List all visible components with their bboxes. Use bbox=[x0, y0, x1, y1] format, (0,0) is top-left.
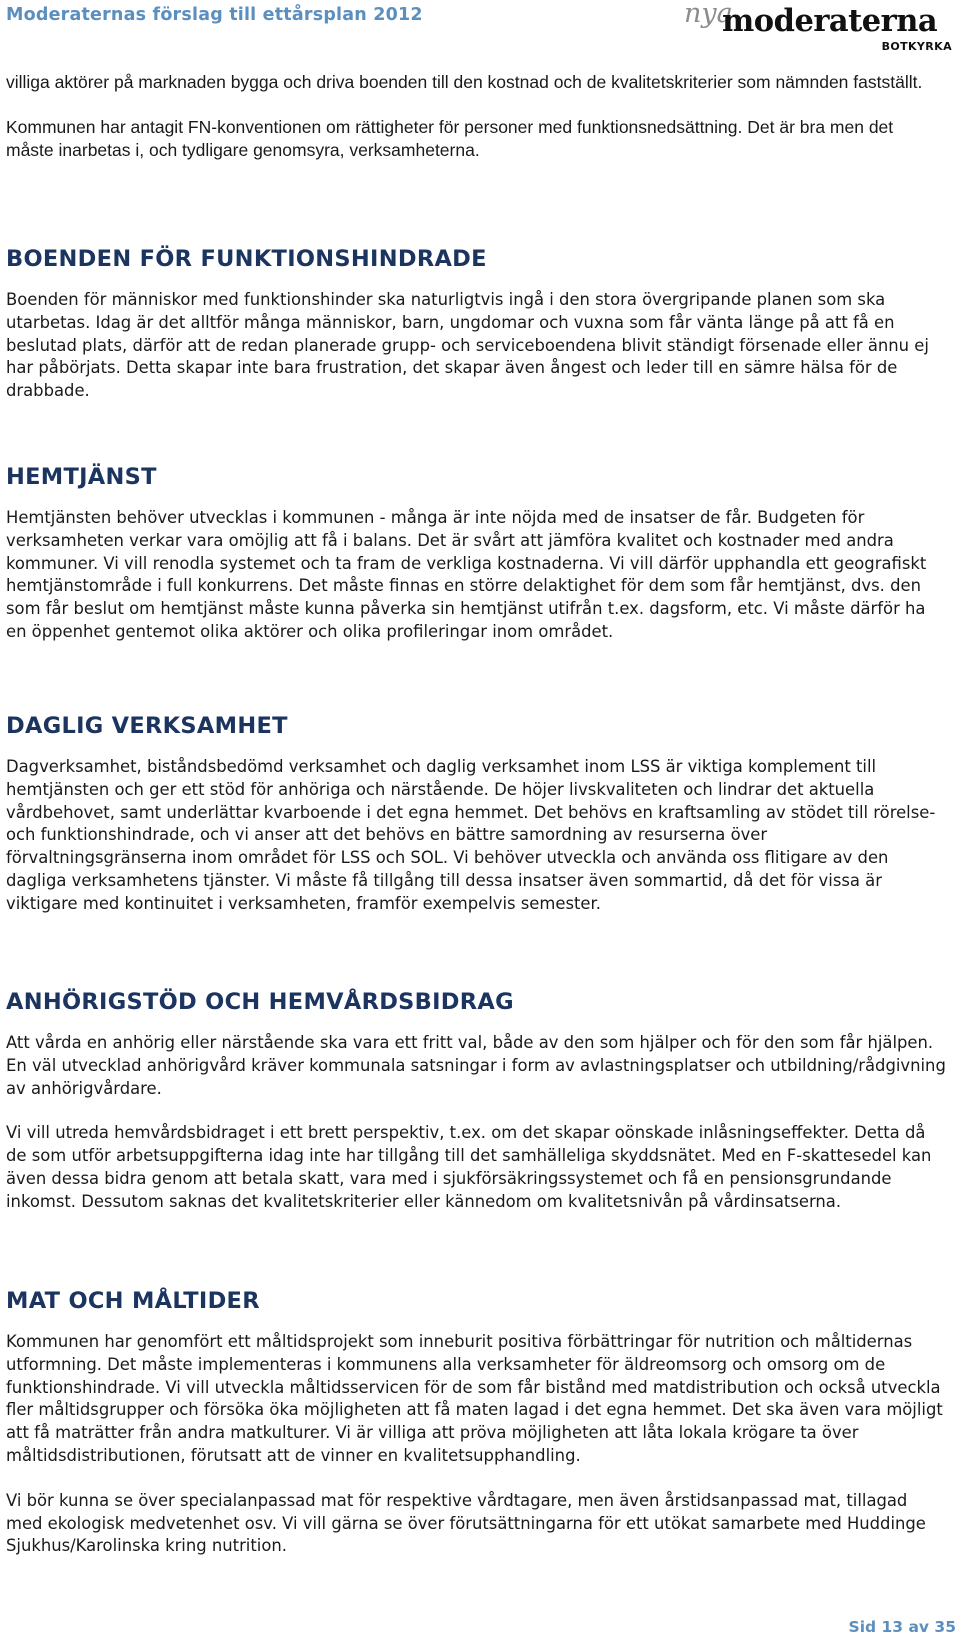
moderaterna-logo bbox=[684, 0, 956, 56]
section-heading: MAT OCH MÅLTIDER bbox=[6, 1288, 260, 1314]
logo-prefix: nya bbox=[684, 0, 733, 29]
section-paragraph: Hemtjänsten behöver utvecklas i kommunen - många är inte nöjda med de insatser de får. Budgeten för verksamheten verkar vara omöjlig att få i balans. Det är svårt att jämföra kvalitet och kostnader med andra kommuner. Vi vill renodla systemet och ta fram de verkliga kostnaderna. Vi vill därför upphandla ett geografiskt hemtjänstområde i full konkurrens. Det måste finnas en större delaktighet för dem som får hemtjänst, dvs. den som får beslut om hemtjänst måste kunna påverka sin hemtjänst utifrån t.ex. dagsform, etc. Vi måste därför ha en öppenhet gentemot olika aktörer och olika profileringar inom området. bbox=[6, 508, 927, 641]
section-heading: HEMTJÄNST bbox=[6, 464, 157, 490]
section-paragraph: Att vårda en anhörig eller närstående ska vara ett fritt val, både av den som hjälper och för den som får hjälpen. En väl utvecklad anhörigvård kräver kommunala satsningar i form av avlastningsplatser och utbildning/rådgivning av anhörigvårdare. bbox=[6, 1033, 946, 1098]
section-heading: BOENDEN FÖR FUNKTIONSHINDRADE bbox=[6, 246, 487, 272]
intro-block bbox=[6, 71, 944, 162]
section-boenden bbox=[6, 246, 946, 403]
section-mat-och-maltider bbox=[6, 1288, 946, 1558]
section-paragraph: Boenden för människor med funktionshinder ska naturligtvis ingå i den stora övergripande planen som ska utarbetas. Idag är det alltför många människor, barn, ungdomar och vuxna som får vänta länge på att få en beslutad plats, därför att de redan planerade grupp- och serviceboendena blivit ständigt försenade eller ännu ej har påbörjats. Detta skapar inte bara frustration, det skapar även ångest och leder till en sämre hälsa för de drabbade. bbox=[6, 290, 929, 401]
intro-paragraph-2: Kommunen har antagit FN-konventionen om rättigheter för personer med funktionsnedsättning. Det är bra men det måste inarbetas i, och tydligare genomsyra, verksamheterna. bbox=[6, 117, 894, 160]
section-paragraph: Vi bör kunna se över specialanpassad mat för respektive vårdtagare, men även årstidsanpassad mat, tillagad med ekologisk medvetenhet osv. Vi vill gärna se över förutsättningarna för ett utökat samarbete med Huddinge Sjukhus/Karolinska kring nutrition. bbox=[6, 1490, 926, 1556]
section-paragraph: Vi vill utreda hemvårdsbidraget i ett brett perspektiv, t.ex. om det skapar oönskade inlåsningseffekter. Detta då de som utför arbetsuppgifterna idag inte har tillgång till det samhälleliga skyddsnätet. Med en F-skattesedel kan även dessa bidra genom att betala skatt, vara med i sjukförsäkringssystemet och få en pensionsgrundande inkomst. Dessutom saknas det kvalitetskriterier eller kännedom om kvalitetsnivån på vårdinsatserna. bbox=[6, 1123, 932, 1211]
section-heading: DAGLIG VERKSAMHET bbox=[6, 713, 288, 739]
section-paragraph: Kommunen har genomfört ett måltidsprojekt som inneburit positiva förbättringar för nutrition och måltidernas utformning. Det måste implementeras i kommunens alla verksamheter för äldreomsorg och omsorg om de funktionshindrade. Vi vill utveckla måltidsservicen för de som får bistånd med matdistribution och också utveckla fler måltidsgrupper och försöka öka möjligheten att få maten lagad i det egna hemmet. Det ska även vara möjligt att få maträtter från andra matkulturer. Vi är villiga att pröva möjligheten att låta lokala krögare ta över måltidsdistributionen, förutsatt att de vinner en kvalitetsupphandling. bbox=[6, 1332, 943, 1465]
section-hemtjanst bbox=[6, 464, 946, 644]
document-header-title: Moderaternas förslag till ettårsplan 2012 bbox=[6, 5, 423, 25]
section-heading: ANHÖRIGSTÖD OCH HEMVÅRDSBIDRAG bbox=[6, 989, 514, 1015]
section-paragraph: Dagverksamhet, biståndsbedömd verksamhet och daglig verksamhet inom LSS är viktiga komplement till hemtjänsten och ger ett stöd för anhöriga och närstående. De höjer livskvaliteten och lindrar det aktuella vårdbehovet, samt underlättar kvarboende i det egna hemmet. Det behövs en kraftsamling av stödet till rörelse- och funktionshindrade, och vi anser att det behövs en bättre samordning av resurserna över förvaltningsgränserna inom området för LSS och SOL. Vi behöver utveckla och använda oss flitigare av den dagliga verksamhetens tjänster. Vi måste få tillgång till dessa insatser även sommartid, då det för vissa är viktigare med kontinuitet i verksamheten, framför exempelvis semester. bbox=[6, 757, 936, 913]
section-anhorigstod bbox=[6, 989, 946, 1214]
section-daglig-verksamhet bbox=[6, 713, 946, 916]
intro-paragraph-1: villiga aktörer på marknaden bygga och driva boenden till den kostnad och de kvalitetskriterier som nämnden fastställt. bbox=[6, 72, 923, 92]
logo-region: BOTKYRKA bbox=[881, 40, 952, 53]
logo-name: moderaterna bbox=[722, 3, 938, 39]
page-number: Sid 13 av 35 bbox=[848, 1618, 956, 1636]
